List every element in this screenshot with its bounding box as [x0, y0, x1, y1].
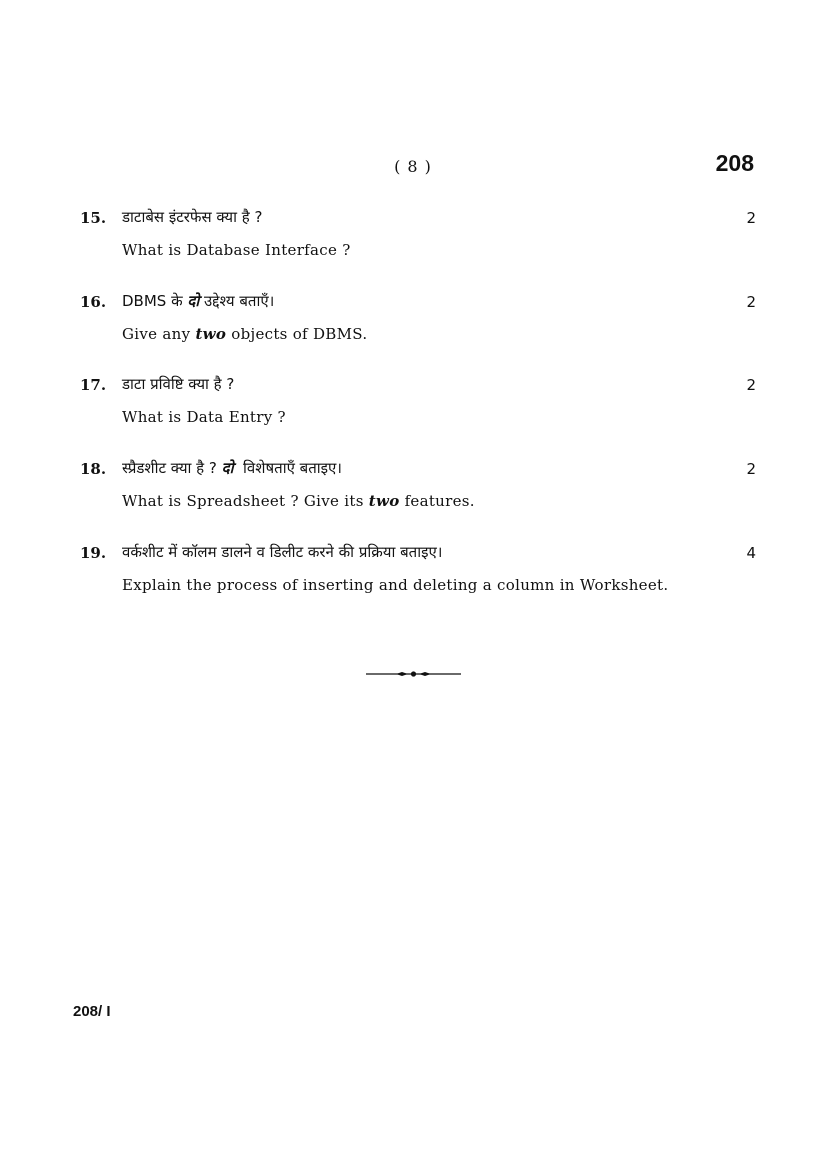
question-text-hindi: डाटा प्रविष्टि क्या है ? — [122, 375, 235, 393]
question-17 — [0, 376, 826, 446]
question-number: 15. — [80, 209, 107, 227]
question-number: 18. — [80, 460, 107, 478]
question-16 — [0, 293, 826, 363]
text-part: What is Spreadsheet ? Give its — [122, 492, 369, 510]
question-marks: 4 — [746, 544, 756, 562]
question-19 — [0, 544, 826, 614]
page-number: ( 8 ) — [394, 157, 432, 176]
question-text-hindi: वर्कशीट में कॉलम डालने व डिलीट करने की प्रक्रिया बताइए। — [122, 543, 443, 561]
question-text-hindi — [122, 458, 342, 478]
end-ornament — [366, 668, 461, 680]
question-text-english — [122, 325, 367, 343]
question-number: 17. — [80, 376, 107, 394]
question-text-english: What is Data Entry ? — [122, 408, 286, 426]
text-part: Give any — [122, 325, 196, 343]
question-marks: 2 — [746, 209, 756, 227]
text-part: स्प्रैडशीट क्या है ? — [122, 459, 222, 477]
text-part: features. — [399, 492, 475, 510]
question-text-english: What is Database Interface ? — [122, 241, 351, 259]
question-marks: 2 — [746, 293, 756, 311]
question-15 — [0, 209, 826, 279]
question-text-hindi: डाटाबेस इंटरफेस क्या है ? — [122, 208, 263, 226]
question-text-english — [122, 492, 475, 510]
question-18 — [0, 460, 826, 530]
emphasis: दो — [221, 459, 234, 477]
emphasis: two — [195, 325, 227, 343]
footer-code: 208/ I — [73, 1003, 111, 1020]
question-marks: 2 — [746, 460, 756, 478]
emphasis: दो — [187, 292, 200, 310]
question-text-english: Explain the process of inserting and deleting a column in Worksheet. — [122, 576, 669, 594]
paper-code: 208 — [715, 150, 754, 176]
text-part: उद्देश्य बताएँ। — [199, 292, 275, 310]
question-number: 19. — [80, 544, 107, 562]
text-part: विशेषताएँ बताइए। — [233, 459, 342, 477]
emphasis: two — [368, 492, 400, 510]
question-number: 16. — [80, 293, 107, 311]
text-part: DBMS के — [122, 292, 188, 310]
question-text-hindi — [122, 291, 274, 311]
question-marks: 2 — [746, 376, 756, 394]
text-part: objects of DBMS. — [226, 325, 368, 343]
